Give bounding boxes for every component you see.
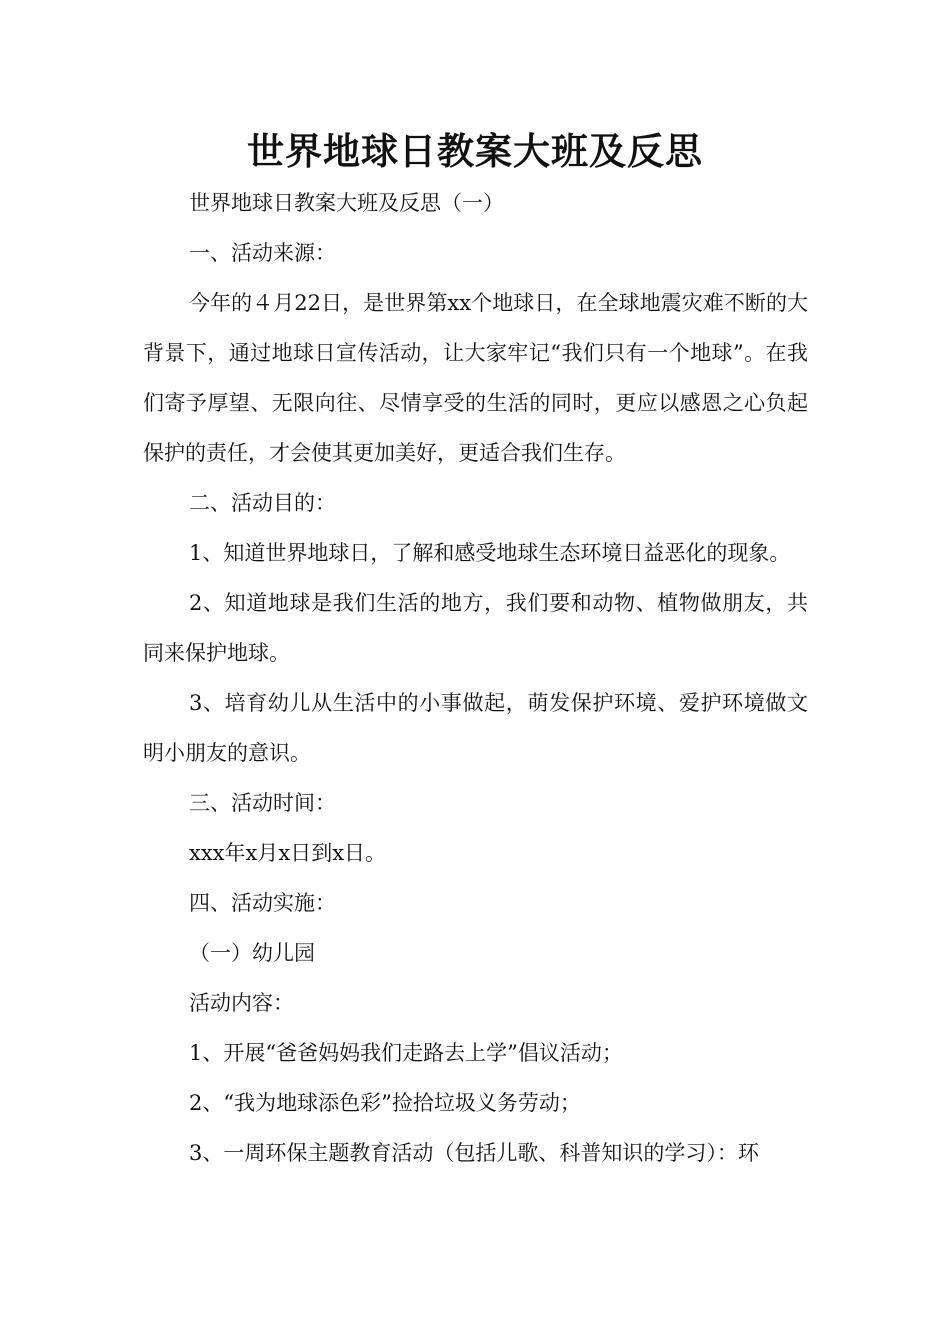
content-item-1: 1、开展“爸爸妈妈我们走路去上学”倡议活动；	[189, 1041, 623, 1065]
heading-activity-goals: 二、活动目的：	[189, 491, 336, 515]
document-body	[143, 178, 808, 1178]
activity-time-text: xxx年x月x日到x日。	[189, 841, 387, 865]
goal-item-3: 3、培育幼儿从生活中的小事做起，萌发保护环境、爱护环境做文明小朋友的意识。	[143, 691, 808, 765]
goal-item-1: 1、知道世界地球日，了解和感受地球生态环境日益恶化的现象。	[189, 541, 791, 565]
heading-activity-time: 三、活动时间：	[189, 791, 336, 815]
heading-activity-content: 活动内容：	[189, 991, 294, 1015]
section-subtitle: 世界地球日教案大班及反思（一）	[189, 191, 504, 215]
content-item-3: 3、一周环保主题教育活动（包括儿歌、科普知识的学习）：环	[189, 1141, 759, 1165]
paragraph-activity-source: 今年的４月22日，是世界第xx个地球日，在全球地震灾难不断的大背景下，通过地球日宣传活动，让大家牢记“我们只有一个地球”。在我们寄予厚望、无限向往、尽情享受的生活的同时，更应以感恩之心负起保护的责任，才会使其更加美好，更适合我们生存。	[143, 291, 808, 465]
heading-activity-source: 一、活动来源：	[189, 241, 336, 265]
heading-activity-implementation: 四、活动实施：	[189, 891, 336, 915]
subheading-kindergarten: （一）幼儿园	[189, 941, 315, 965]
content-item-2: 2、“我为地球添色彩”捡拾垃圾义务劳动；	[189, 1091, 581, 1115]
goal-item-2: 2、知道地球是我们生活的地方，我们要和动物、植物做朋友，共同来保护地球。	[143, 591, 808, 665]
document-title: 世界地球日教案大班及反思	[247, 130, 703, 173]
